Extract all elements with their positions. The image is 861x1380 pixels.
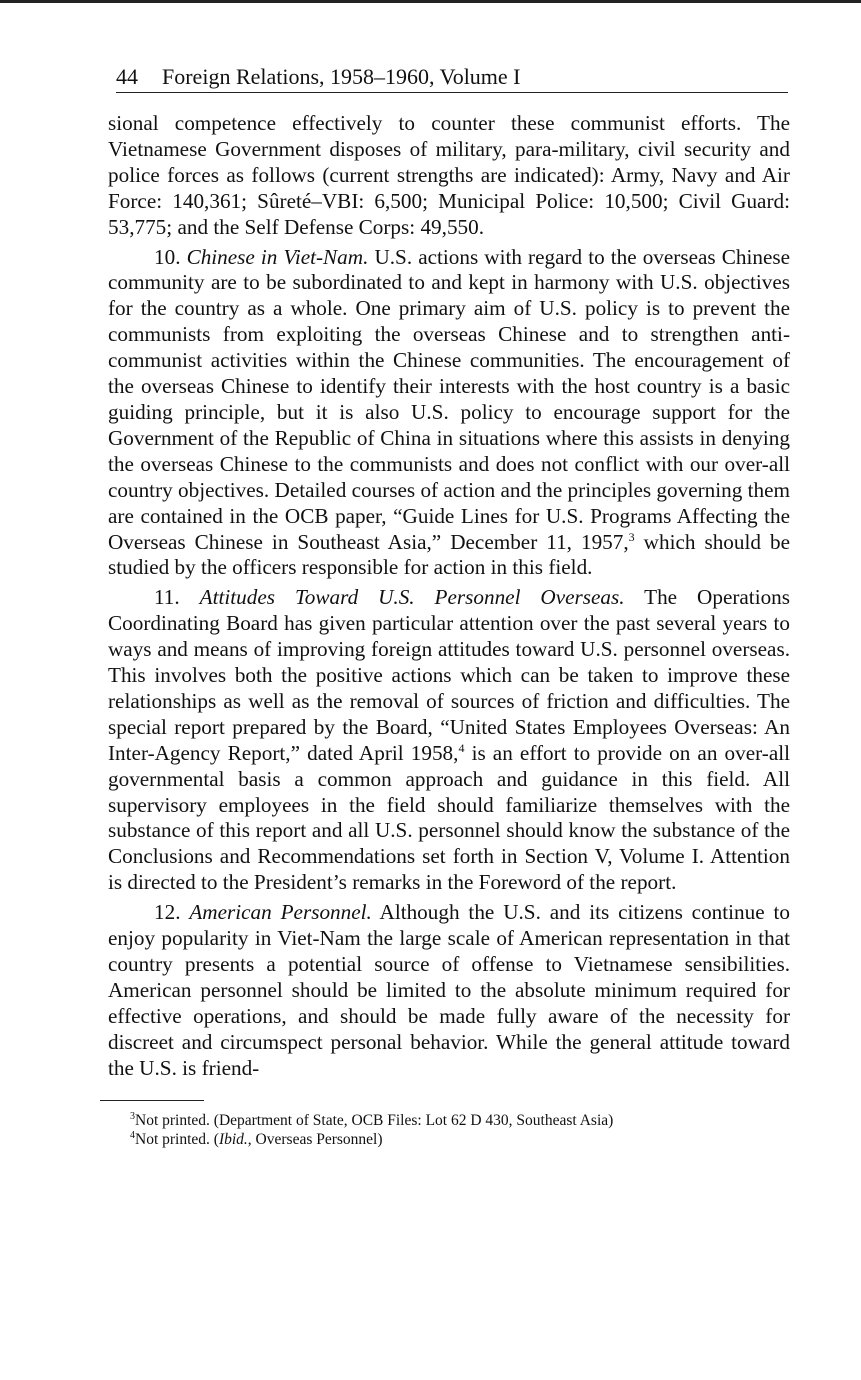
running-header	[116, 64, 788, 93]
paragraph-12	[108, 900, 790, 1081]
paragraph-text: is an effort to provide on an over-all governmental basis a common approach and guidance in this field. All supervisory employees in the field should familiarize themselves with the substance of this report and all U.S. personnel should know the substance of the Conclusions and Recommendations set forth in Section V, Volume I. Attention is directed to the President’s remarks in the Foreword of the report.	[108, 740, 790, 895]
footnote-ref-4[interactable]: 4	[458, 740, 465, 755]
document-page	[100, 64, 790, 1149]
footnote-4	[100, 1130, 790, 1149]
body-text	[108, 111, 790, 1082]
paragraph-heading: Attitudes Toward U.S. Personnel Overseas.	[199, 585, 625, 610]
paragraph-text: The Operations Coordinating Board has given particular attention over the past several years to ways and means of improving foreign attitudes toward U.S. personnel overseas. This involves both the positive actions which can be taken to improve these relationships as well as the removal of sources of friction and difficulties. The special report prepared by the Board, “United States Employees Overseas: An Inter-Agency Report,” dated April 1958,	[108, 585, 791, 765]
paragraph-text: U.S. actions with regard to the overseas Chinese community are to be subordinated to and kept in harmony with U.S. objectives for the country as a whole. One primary aim of U.S. policy is to prevent the communists from exploiting the overseas Chinese and to strengthen anti-communist activities within the Chinese communities. The encouragement of the overseas Chinese to identify their interests with the host country is a basic guiding principle, but it is also U.S. policy to encourage support for the Government of the Republic of China in situations where this assists in denying the overseas Chinese to the communists and does not conflict with our over-all country objectives. Detailed courses of action and the principles governing them are contained in the OCB paper, “Guide Lines for U.S. Programs Affecting the Overseas Chinese in Southeast Asia,” December 11, 1957,	[108, 244, 790, 554]
paragraph-text: which should be studied by the officers responsible for action in this field.	[108, 529, 790, 580]
page-number: 44	[116, 64, 138, 89]
footnote-3	[100, 1111, 790, 1130]
paragraph-number: 10.	[154, 244, 181, 269]
paragraph-11	[108, 585, 790, 896]
paragraph-heading: American Personnel.	[189, 900, 372, 925]
running-title: Foreign Relations, 1958–1960, Volume I	[162, 64, 521, 89]
footnote-divider	[100, 1100, 204, 1102]
footnote-text: Not printed. (	[135, 1131, 219, 1149]
footnote-ibid: Ibid.	[218, 1131, 248, 1149]
paragraph-text: Although the U.S. and its citizens continue to enjoy popularity in Viet-Nam the large scale of American representation in that country presents a potential source of offense to Vietnamese sensibilities. American personnel should be limited to the absolute minimum required for effective operations, and should be made fully aware of the necessity for discreet and circumspect personal behavior. While the general attitude toward the U.S. is friend-	[108, 900, 790, 1080]
footnote-text: Not printed. (Department of State, OCB Files: Lot 62 D 430, Southeast Asia)	[135, 1112, 614, 1130]
footnote-text: , Overseas Personnel)	[247, 1131, 383, 1149]
paragraph-continuation: sional competence effectively to counter these communist efforts. The Vietnamese Government disposes of military, para-military, civil security and police forces as follows (current strengths are indicated): Army, Navy and Air Force: 140,361; Sûreté–VBI: 6,500; Municipal Police: 10,500; Civil Guard: 53,775; and the Self Defense Corps: 49,550.	[108, 111, 790, 239]
footnote-ref-3[interactable]: 3	[628, 529, 635, 544]
paragraph-number: 12.	[154, 900, 181, 925]
paragraph-heading: Chinese in Viet-Nam.	[186, 244, 369, 269]
paragraph-number: 11.	[154, 585, 180, 610]
page-top-edge	[0, 0, 861, 3]
footnote-mark: 3	[130, 1111, 135, 1123]
paragraph-10	[108, 245, 790, 582]
footnote-mark: 4	[130, 1130, 135, 1142]
footnotes	[100, 1111, 790, 1149]
